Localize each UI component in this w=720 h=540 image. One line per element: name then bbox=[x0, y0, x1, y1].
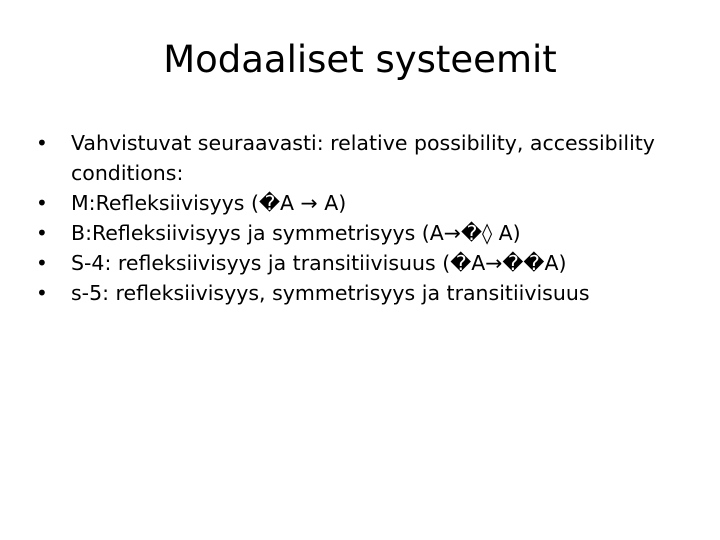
bullet-text: S-4: refleksiivisyys ja transitiivisuus (�A→��A) bbox=[71, 251, 567, 275]
bullet-text: Vahvistuvat seuraavasti: relative possibility, accessibility conditions: bbox=[71, 131, 655, 185]
bullet-item bbox=[36, 218, 686, 248]
bullet-item bbox=[36, 188, 686, 218]
bullet-text: M:Refleksiivisyys (�A → A) bbox=[71, 191, 347, 215]
bullet-dot-icon: • bbox=[36, 251, 48, 275]
bullet-item bbox=[36, 128, 686, 188]
bullet-dot-icon: • bbox=[36, 131, 48, 155]
bullet-text: s-5: refleksiivisyys, symmetrisyys ja transitiivisuus bbox=[71, 281, 590, 305]
slide-title: Modaaliset systeemit bbox=[163, 38, 557, 81]
bullet-dot-icon: • bbox=[36, 191, 48, 215]
bullet-list bbox=[36, 128, 686, 308]
bullet-dot-icon: • bbox=[36, 281, 48, 305]
bullet-item bbox=[36, 248, 686, 278]
bullet-dot-icon: • bbox=[36, 221, 48, 245]
bullet-text: B:Refleksiivisyys ja symmetrisyys (A→�◊ A) bbox=[71, 221, 521, 245]
bullet-item bbox=[36, 278, 686, 308]
